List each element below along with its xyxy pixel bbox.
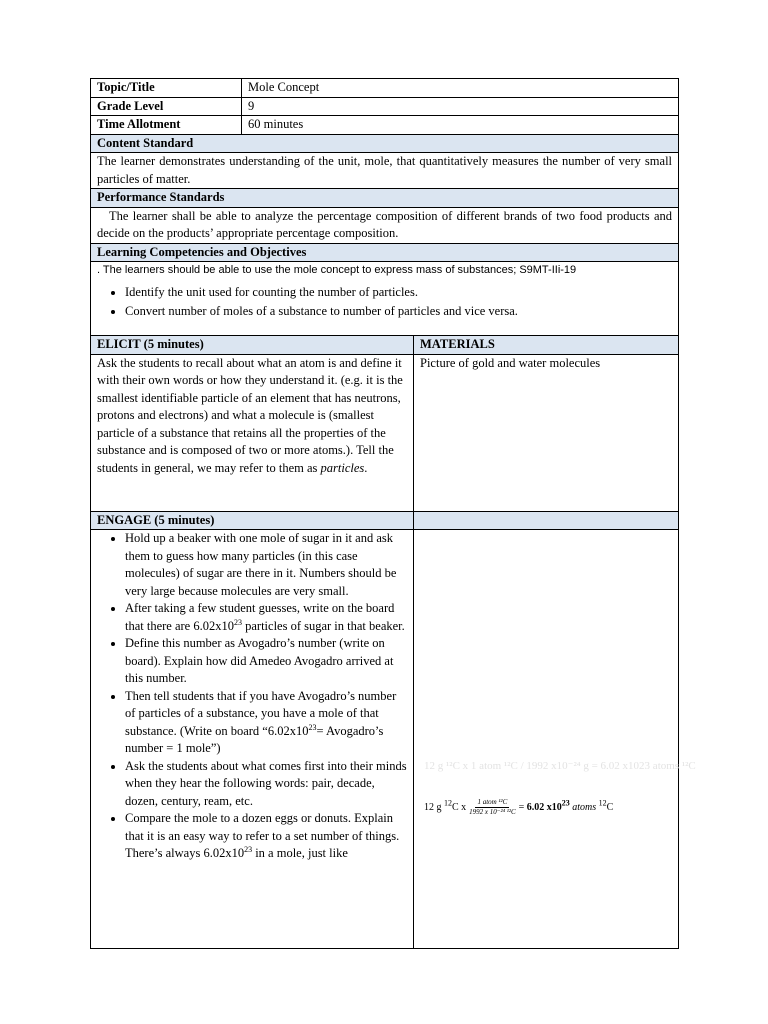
engage-item: • Define this number as Avogadro’s number (write on board). Explain how did Amedeo Avogadro arrived at this number.: [125, 635, 409, 688]
objectives-list: [97, 284, 672, 321]
topic-row: [91, 79, 679, 98]
fraction-numerator: 1 atom ¹²C: [477, 798, 508, 806]
content-standard-text: The learner demonstrates understanding of the unit, mole, that quantitatively measures the number of very small particles of matter.: [91, 153, 679, 189]
formula-rhs: = 6.02 $x10^{23}$ atoms $^{12}$C: [518, 798, 614, 813]
materials-text: Picture of gold and water molecules: [414, 354, 679, 511]
objective-item: • Identify the unit used for counting the number of particles.: [125, 284, 672, 302]
engage-cell: [91, 530, 414, 949]
time-value: 60 minutes: [242, 116, 679, 135]
engage-item: • After taking a few student guesses, write on the board that there are $6.02x10^{23}$ particles of sugar in that beaker.: [125, 600, 409, 635]
materials-label: MATERIALS: [414, 336, 679, 355]
engage-materials-cell: [414, 530, 696, 949]
topic-value: Mole Concept: [242, 79, 679, 98]
lesson-plan-page: [90, 78, 696, 949]
engage-materials-header: [414, 511, 679, 530]
formula-fraction: [469, 798, 515, 817]
formula-ghost: 12 g ¹²C x 1 atom ¹²C / 1992 x10⁻²⁴ g = 6.02 x1023 atoms ¹²C: [424, 760, 696, 772]
elicit-body: Ask the students to recall about what an atom is and define it with their own words or how they understand it. (e.g. it is the smallest identifiable particle of an element that has neutrons, protons and electrons) and what a molecule is (smallest particle of a substance that retains all the properties of the substance and is composed of two or more atoms.). Tell the students in general, we may refer to them as: [97, 355, 403, 475]
elicit-italic: particles: [320, 460, 365, 475]
performance-standards-text: The learner shall be able to analyze the percentage composition of different brands of two food products and decide on the products’ appropriate percentage composition.: [91, 207, 679, 243]
elicit-text: [91, 354, 414, 511]
competencies-label: Learning Competencies and Objectives: [91, 243, 679, 262]
grade-row: [91, 97, 679, 116]
avogadro-formula: [424, 798, 613, 817]
content-standard-label: Content Standard: [91, 134, 679, 153]
time-row: [91, 116, 679, 135]
engage-item: • Hold up a beaker with one mole of sugar in it and ask them to guess how many particles (in this case molecules) of sugar are there in it. Numbers should be very large because molecules are very small.: [125, 530, 409, 600]
elicit-label: ELICIT (5 minutes): [91, 336, 414, 355]
engage-item: • Compare the mole to a dozen eggs or donuts. Explain that it is an easy way to refer to a set number of things. There’s always $6.02x10^{23}$ in a mole, just like: [125, 810, 409, 863]
engage-item: • Ask the students about what comes first into their minds when they hear the following words: pair, decade, dozen, century, ream, etc.: [125, 758, 409, 811]
fraction-denominator: 1992 x 10⁻²⁴ ¹²C: [469, 808, 516, 816]
competencies-intro: . The learners should be able to use the mole concept to express mass of substances; S9MT-IIi-19: [97, 264, 577, 276]
topic-label: Topic/Title: [91, 79, 242, 98]
formula-lhs: 12 g $^{12}$C x: [424, 798, 467, 813]
performance-standards-label: Performance Standards: [91, 189, 679, 208]
competencies-cell: [91, 262, 679, 336]
elicit-end: .: [364, 460, 368, 475]
engage-item: • Then tell students that if you have Avogadro’s number of particles of a substance, you have a mole of that substance. (Write on board “$6.02x10^{23}=$ Avogadro’s number = 1 mole”): [125, 688, 409, 758]
lesson-plan-table: [90, 78, 696, 949]
engage-label: ENGAGE (5 minutes): [91, 511, 414, 530]
grade-label: Grade Level: [91, 97, 242, 116]
engage-list: [97, 530, 409, 863]
time-label: Time Allotment: [91, 116, 242, 135]
objective-item: • Convert number of moles of a substance to number of particles and vice versa.: [125, 303, 672, 321]
grade-value: 9: [242, 97, 679, 116]
